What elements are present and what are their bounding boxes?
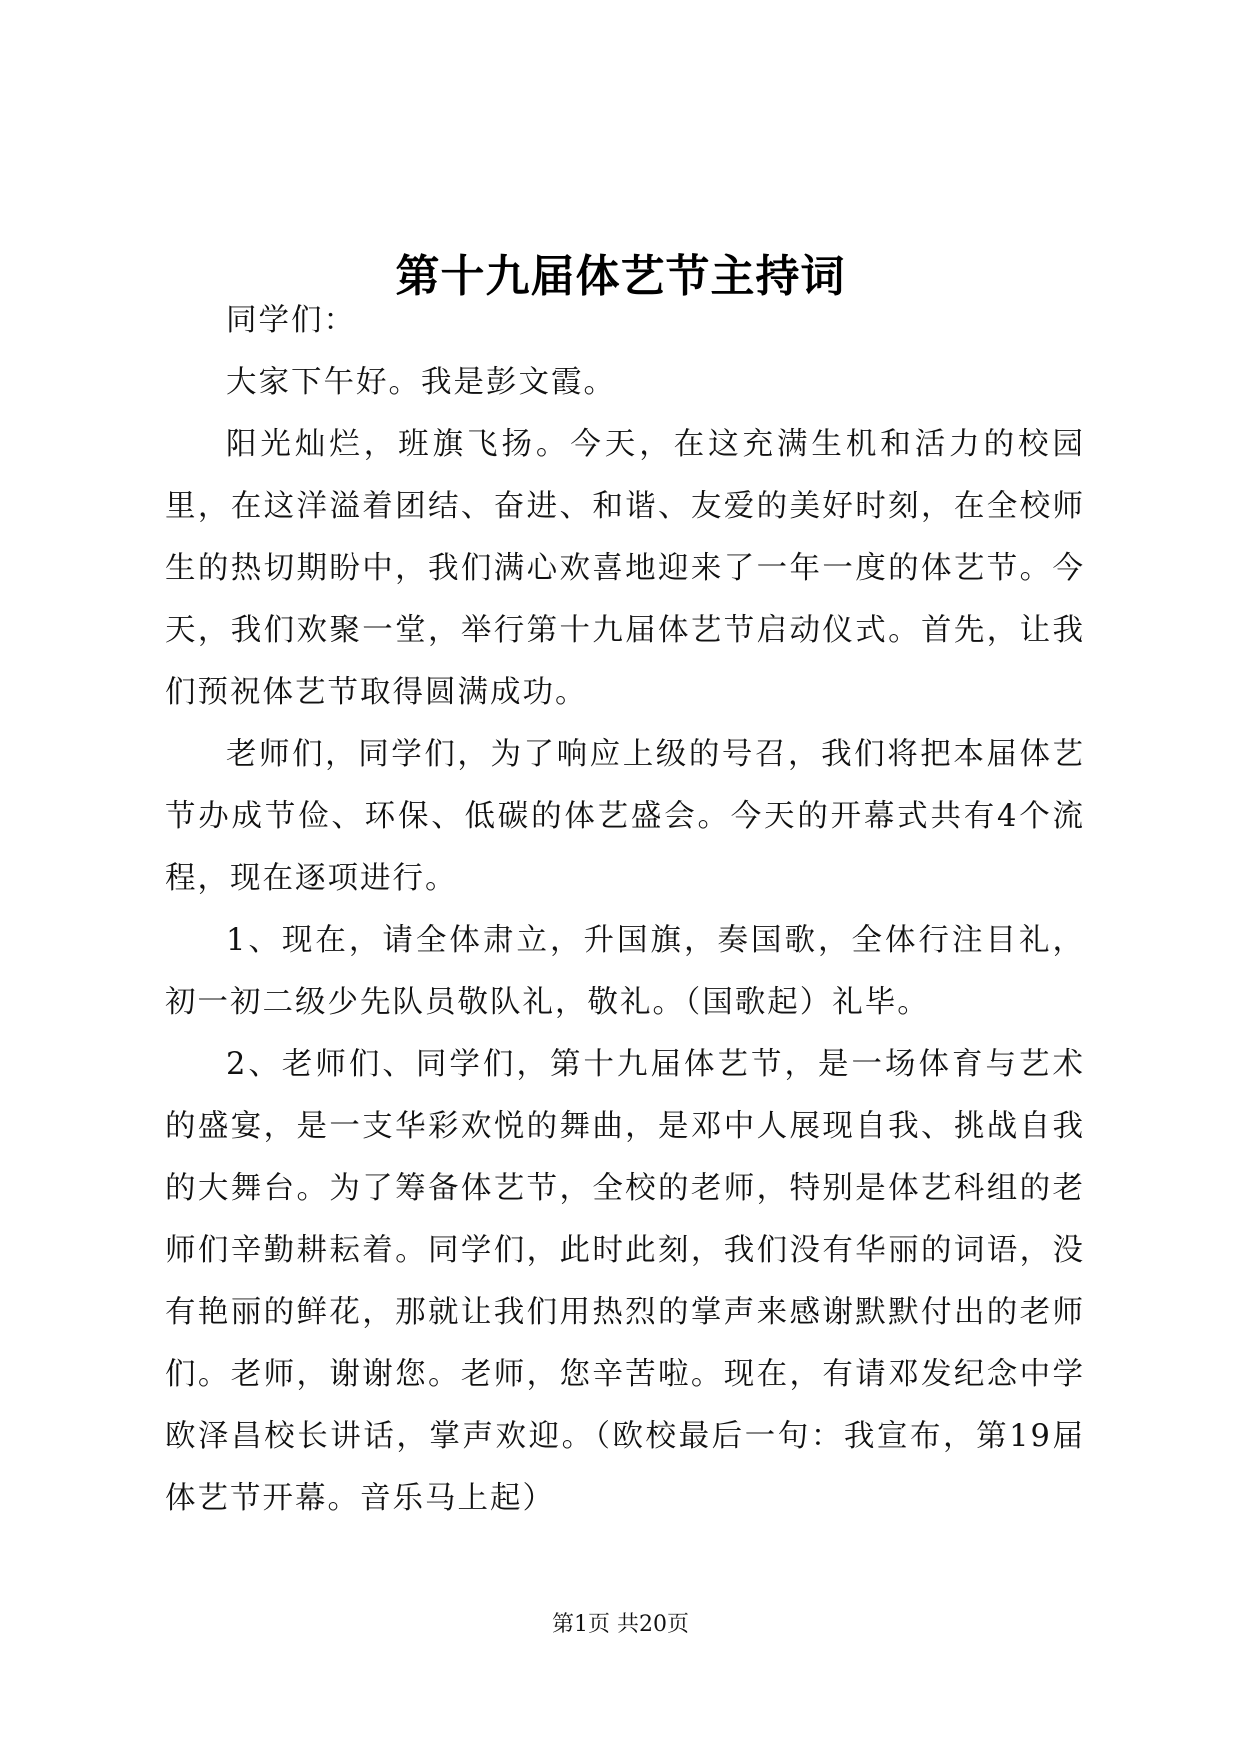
page-footer: 第1页 共20页 — [552, 1612, 689, 1637]
document-title: 第十九届体艺节主持词 — [395, 251, 846, 303]
paragraph-step-2: 2、老师们、同学们，第十九届体艺节，是一场体育与艺术的盛宴，是一支华彩欢悦的舞曲，是邓中人展现自我、挑战自我的大舞台。为了筹备体艺节，全校的老师，特别是体艺科组的老师们辛勤耕耘着。同学们，此时此刻，我们没有华丽的词语，没有艳丽的鲜花，那就让我们用热烈的掌声来感谢默默付出的老师们。老师，谢谢您。老师，您辛苦啦。现在，有请邓发纪念中学欧泽昌校长讲话，掌声欢迎。（欧校最后一句：我宣布，第19届体艺节开幕。音乐马上起） — [165, 1047, 1085, 1516]
document-body — [165, 290, 1085, 1530]
paragraph-greeting: 同学们： — [226, 303, 356, 338]
paragraph-theme: 老师们，同学们，为了响应上级的号召，我们将把本届体艺节办成节俭、环保、低碳的体艺盛会。今天的开幕式共有4个流程，现在逐项进行。 — [165, 737, 1085, 896]
paragraph-step-1: 1、现在，请全体肃立，升国旗，奏国歌，全体行注目礼，初一初二级少先队员敬队礼，敬礼。（国歌起）礼毕。 — [165, 923, 1085, 1020]
paragraph-opening: 阳光灿烂，班旗飞扬。今天，在这充满生机和活力的校园里，在这洋溢着团结、奋进、和谐、友爱的美好时刻，在全校师生的热切期盼中，我们满心欢喜地迎来了一年一度的体艺节。今天，我们欢聚一堂，举行第十九届体艺节启动仪式。首先，让我们预祝体艺节取得圆满成功。 — [165, 427, 1085, 710]
paragraph-intro: 大家下午好。我是彭文霞。 — [226, 365, 616, 400]
